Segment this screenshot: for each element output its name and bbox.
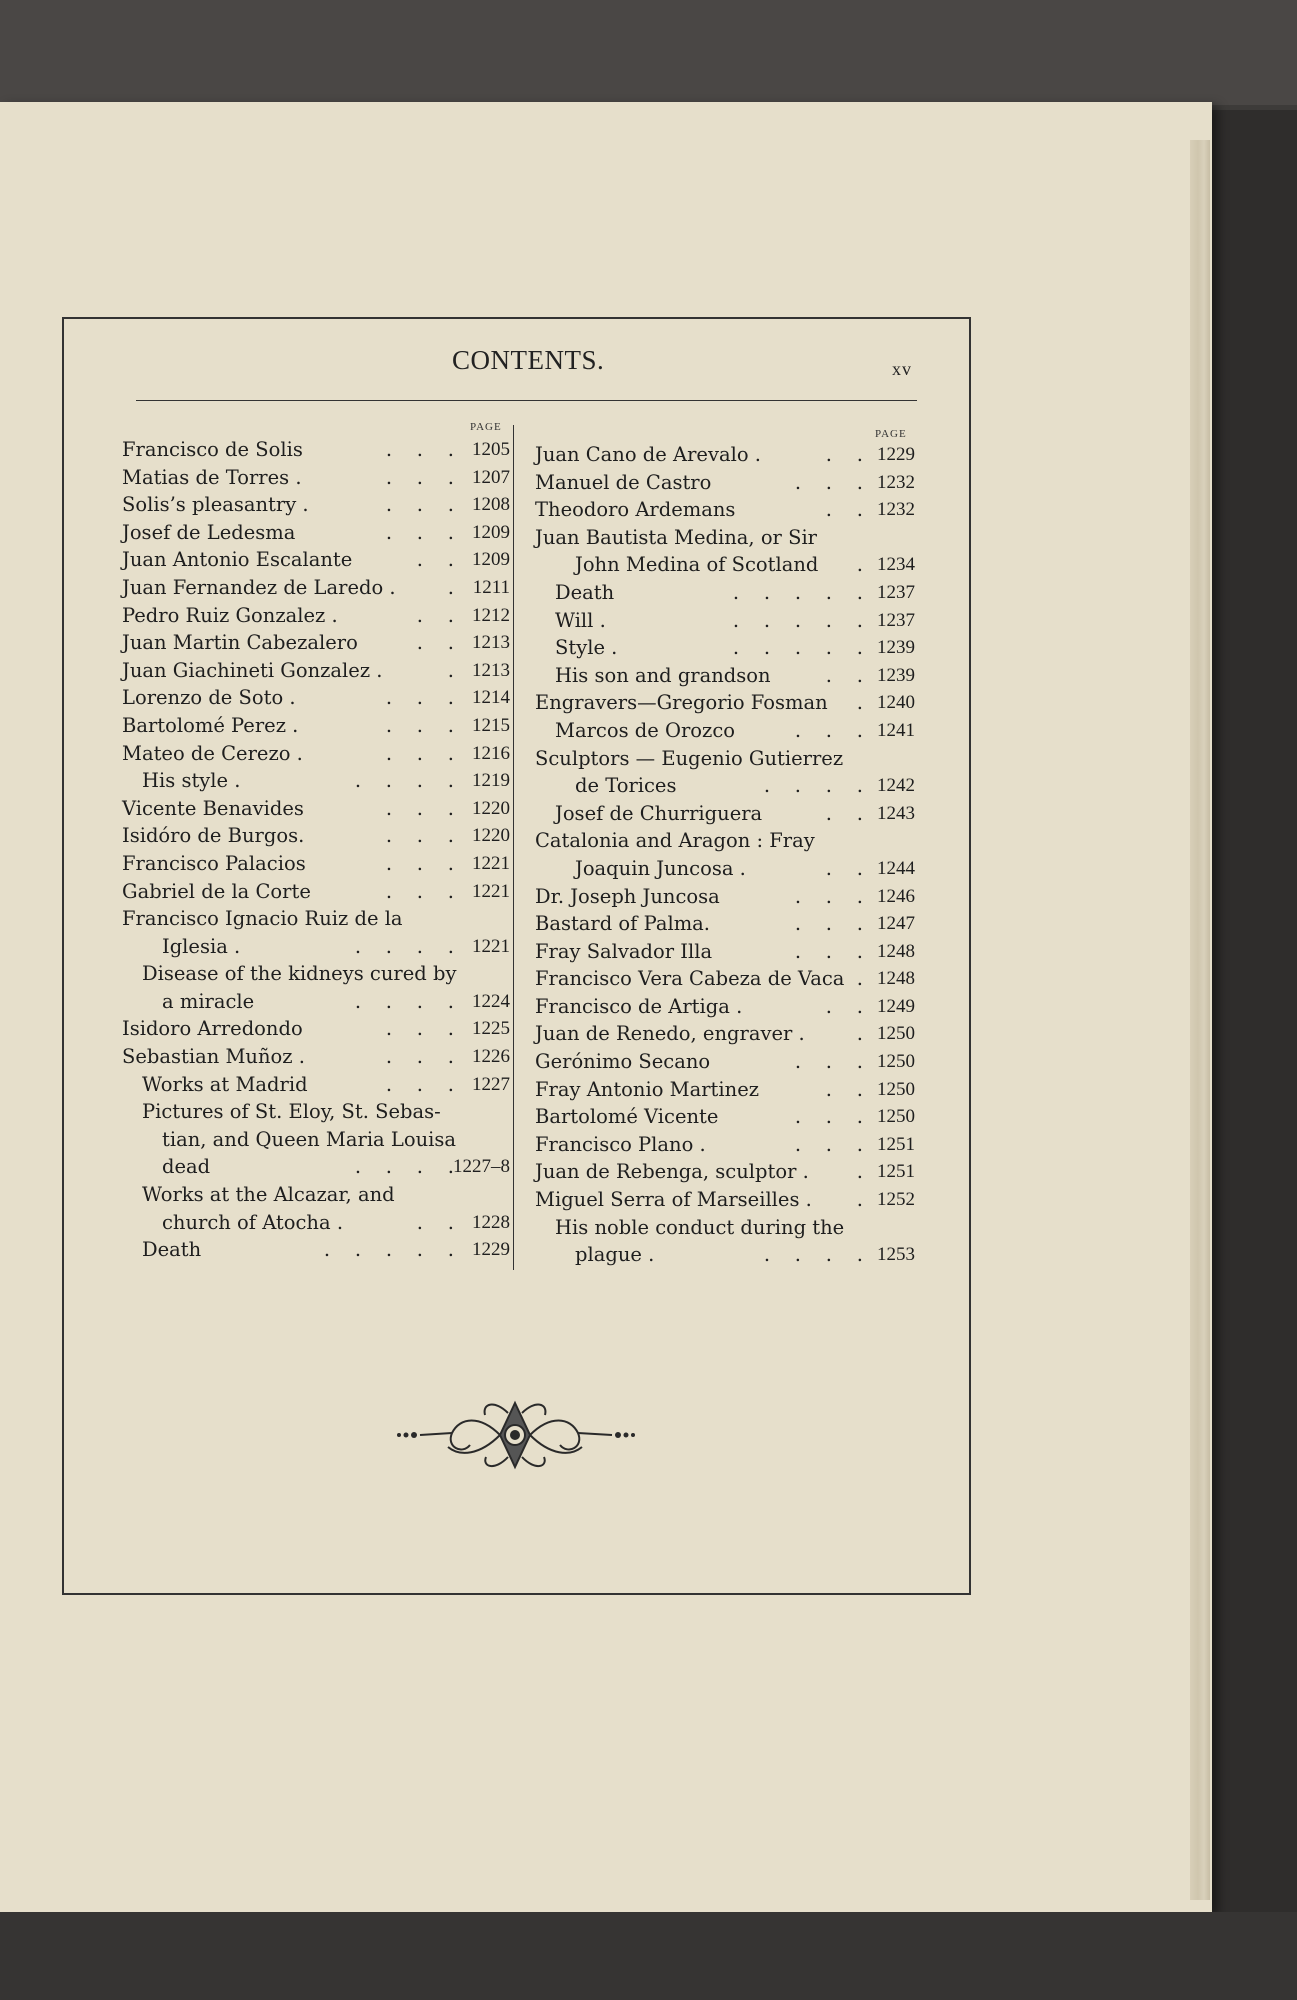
entry-title: Gerónimo Secano — [535, 1050, 711, 1074]
dot-leader: . . — [825, 1077, 863, 1101]
dot-leader: . — [856, 1188, 863, 1212]
dot-leader: . . . — [385, 465, 454, 489]
dot-leader: . . . . — [354, 1155, 454, 1179]
dot-leader: . . . . — [763, 774, 863, 798]
entry-title: plague . — [575, 1243, 655, 1267]
entry-page-number: 1209 — [472, 549, 510, 571]
dot-leader: . . . — [385, 741, 454, 765]
page-column-label-right: PAGE — [875, 428, 907, 440]
contents-entry — [122, 1126, 510, 1154]
dot-leader: . — [856, 1160, 863, 1184]
entry-page-number: 1240 — [877, 692, 915, 714]
entry-page-number: 1224 — [472, 990, 510, 1012]
entry-page-number: 1220 — [472, 797, 510, 819]
entry-title: John Medina of Scotland — [575, 553, 819, 577]
entry-title: Iglesia . — [162, 934, 241, 958]
dot-leader: . . . . — [354, 769, 454, 793]
entry-title: Isidoro Arredondo — [122, 1017, 303, 1041]
contents-entry — [122, 988, 510, 1016]
entry-title: Francisco Plano . — [535, 1132, 706, 1156]
contents-entry — [122, 602, 510, 630]
contents-entry — [122, 767, 510, 795]
entry-page-number: 1252 — [877, 1189, 915, 1211]
dot-leader: . — [856, 1022, 863, 1046]
entry-page-number: 1220 — [472, 825, 510, 847]
page-edges — [1190, 140, 1210, 1900]
entry-title: His son and grandson — [555, 663, 771, 687]
entry-page-number: 1250 — [877, 1106, 915, 1128]
contents-entry — [535, 1186, 915, 1214]
dot-leader: . . — [416, 631, 454, 655]
dot-leader: . . . — [794, 718, 863, 742]
contents-entry — [535, 1214, 915, 1242]
contents-entry — [122, 436, 510, 464]
contents-entry — [535, 1020, 915, 1048]
dot-leader: . . . — [794, 1050, 863, 1074]
entry-page-number: 1251 — [877, 1133, 915, 1155]
entry-title: Pictures of St. Eloy, St. Sebas- — [142, 1100, 441, 1124]
entry-title: Juan Antonio Escalante — [122, 548, 353, 572]
entry-title: a miracle — [162, 989, 255, 1013]
entry-title: Juan Cano de Arevalo . — [535, 443, 761, 466]
contents-entry — [535, 662, 915, 690]
dot-leader: . . . — [794, 912, 863, 936]
entry-title: Works at the Alcazar, and — [142, 1183, 395, 1207]
contents-entry — [122, 657, 510, 685]
entry-page-number: 1221 — [472, 852, 510, 874]
entry-title: Matias de Torres . — [122, 465, 302, 489]
entry-page-number: 1253 — [877, 1244, 915, 1266]
entry-page-number: 1221 — [472, 935, 510, 957]
dot-leader: . . . . — [763, 1243, 863, 1267]
entry-title: Isidóro de Burgos. — [122, 824, 305, 848]
contents-entry — [122, 960, 510, 988]
page-title: CONTENTS. — [452, 345, 605, 375]
entry-title: Francisco Vera Cabeza de Vaca — [535, 967, 845, 991]
dot-leader: . . . . . — [323, 1238, 454, 1262]
dot-leader: . . . — [385, 1045, 454, 1069]
contents-entry — [122, 850, 510, 878]
entry-title: Juan de Renedo, engraver . — [535, 1022, 805, 1046]
contents-entry — [122, 1098, 510, 1126]
entry-title: Francisco Palacios — [122, 851, 306, 875]
contents-entry — [535, 579, 915, 607]
entry-page-number: 1219 — [472, 770, 510, 792]
contents-entry — [535, 827, 915, 855]
contents-entry — [122, 1153, 510, 1181]
entry-title: tian, and Queen Maria Louisa — [162, 1127, 456, 1151]
entry-title: Marcos de Orozco — [555, 718, 735, 742]
contents-entry — [122, 684, 510, 712]
entry-page-number: 1237 — [877, 581, 915, 603]
entry-page-number: 1246 — [877, 885, 915, 907]
entry-page-number: 1239 — [877, 637, 915, 659]
dot-leader: . . — [825, 856, 863, 880]
entry-title: Pedro Ruiz Gonzalez . — [122, 603, 338, 627]
entry-title: Juan Bautista Medina, or Sir — [535, 525, 817, 549]
contents-entry — [122, 822, 510, 850]
entry-title: His style . — [142, 769, 241, 793]
dot-leader: . . — [825, 663, 863, 687]
dot-leader: . — [856, 967, 863, 991]
contents-entry — [535, 634, 915, 662]
dot-leader: . . . — [794, 1105, 863, 1129]
entry-page-number: 1251 — [877, 1161, 915, 1183]
contents-entry — [535, 993, 915, 1021]
dot-leader: . . . — [385, 796, 454, 820]
entry-page-number: 1243 — [877, 802, 915, 824]
entry-page-number: 1250 — [877, 1023, 915, 1045]
entry-page-number: 1232 — [877, 471, 915, 493]
contents-entry — [535, 524, 915, 552]
contents-entry — [122, 1181, 510, 1209]
dot-leader: . . — [416, 1210, 454, 1234]
contents-entry — [535, 910, 915, 938]
entry-title: Juan Giachineti Gonzalez . — [122, 658, 383, 682]
contents-entry — [535, 1076, 915, 1104]
entry-title: Will . — [555, 608, 606, 632]
contents-entry — [122, 464, 510, 492]
entry-title: Francisco de Artiga . — [535, 994, 743, 1018]
dot-leader: . . . — [794, 939, 863, 963]
dot-leader: . . . — [385, 713, 454, 737]
entry-title: Bartolomé Perez . — [122, 713, 299, 737]
entry-title: Francisco Ignacio Ruiz de la — [122, 907, 403, 931]
dot-leader: . . . — [385, 1072, 454, 1096]
contents-entry — [535, 441, 915, 469]
dot-leader: . — [447, 658, 454, 682]
contents-entry — [535, 717, 915, 745]
entry-title: Mateo de Cerezo . — [122, 741, 303, 765]
entry-page-number: 1213 — [472, 659, 510, 681]
entry-title: Engravers—Gregorio Fosman — [535, 691, 828, 715]
entry-page-number: 1250 — [877, 1078, 915, 1100]
contents-entry — [122, 795, 510, 823]
dot-leader: . — [856, 553, 863, 577]
entry-page-number: 1213 — [472, 632, 510, 654]
entry-page-number: 1211 — [472, 576, 510, 598]
entry-page-number: 1232 — [877, 499, 915, 521]
entry-title: Solis’s pleasantry . — [122, 493, 309, 517]
dot-leader: . . — [416, 603, 454, 627]
contents-entry — [122, 712, 510, 740]
contents-entry — [122, 491, 510, 519]
contents-entry — [535, 1158, 915, 1186]
dot-leader: . . . — [385, 493, 454, 517]
contents-entry — [535, 800, 915, 828]
entry-title: His noble conduct during the — [555, 1215, 845, 1239]
entry-title: Catalonia and Aragon : Fray — [535, 829, 815, 853]
dot-leader: . . . — [794, 884, 863, 908]
contents-entry — [122, 905, 510, 933]
entry-page-number: 1215 — [472, 714, 510, 736]
entry-title: Works at Madrid — [142, 1072, 308, 1096]
entry-page-number: 1225 — [472, 1018, 510, 1040]
dot-leader: . . . — [794, 470, 863, 494]
contents-entry — [122, 1236, 510, 1264]
dot-leader: . . — [825, 801, 863, 825]
entry-page-number: 1244 — [877, 857, 915, 879]
dot-leader: . — [856, 691, 863, 715]
contents-entry — [535, 883, 915, 911]
contents-entry — [535, 1048, 915, 1076]
entry-page-number: 1212 — [472, 604, 510, 626]
contents-entry — [535, 469, 915, 497]
entry-title: Vicente Benavides — [122, 796, 304, 820]
entry-title: Joaquin Juncosa . — [575, 856, 746, 880]
background-right — [1200, 110, 1297, 1940]
entry-title: Bartolomé Vicente — [535, 1105, 719, 1129]
entry-title: Fray Antonio Martinez — [535, 1077, 760, 1101]
entry-page-number: 1250 — [877, 1051, 915, 1073]
dot-leader: . . . . . — [732, 636, 863, 660]
entry-page-number: 1234 — [877, 554, 915, 576]
contents-entry — [535, 938, 915, 966]
contents-entry — [122, 574, 510, 602]
dot-leader: . — [447, 575, 454, 599]
entry-title: Style . — [555, 636, 618, 660]
contents-entry — [535, 496, 915, 524]
entry-page-number: 1216 — [472, 742, 510, 764]
entry-page-number: 1228 — [472, 1211, 510, 1233]
dot-leader: . . . . — [354, 934, 454, 958]
entry-page-number: 1227–8 — [453, 1156, 510, 1178]
entry-page-number: 1239 — [877, 664, 915, 686]
entry-title: de Torices — [575, 774, 677, 798]
entry-page-number: 1242 — [877, 775, 915, 797]
contents-entry — [122, 1015, 510, 1043]
dot-leader: . . . — [385, 438, 454, 461]
entry-title: Fray Salvador Illa — [535, 939, 713, 963]
dot-leader: . . . . . — [732, 580, 863, 604]
contents-entry — [122, 878, 510, 906]
contents-entry — [535, 745, 915, 773]
entry-page-number: 1221 — [472, 880, 510, 902]
entry-page-number: 1229 — [472, 1239, 510, 1261]
contents-entry — [535, 772, 915, 800]
entry-page-number: 1229 — [877, 444, 915, 465]
dot-leader: . . — [416, 548, 454, 572]
entry-title: Josef de Ledesma — [122, 520, 296, 544]
dot-leader: . . . — [385, 686, 454, 710]
contents-entry — [122, 519, 510, 547]
dot-leader: . . . . . — [732, 608, 863, 632]
contents-entry — [535, 965, 915, 993]
entry-page-number: 1249 — [877, 995, 915, 1017]
entry-title: Disease of the kidneys cured by — [142, 962, 457, 986]
entry-title: Sculptors — Eugenio Gutierrez — [535, 746, 844, 770]
page-number: xv — [892, 359, 912, 379]
entry-page-number: 1208 — [472, 494, 510, 516]
contents-entry — [122, 1209, 510, 1237]
entry-title: Lorenzo de Soto . — [122, 686, 296, 710]
header-rule — [136, 400, 917, 401]
contents-entry — [535, 607, 915, 635]
contents-entry — [535, 689, 915, 717]
dot-leader: . . — [825, 443, 863, 466]
contents-entry — [535, 1103, 915, 1131]
background-bottom — [0, 1912, 1297, 2000]
entry-title: Juan Martin Cabezalero — [122, 631, 358, 655]
entry-title: Juan Fernandez de Laredo . — [122, 575, 396, 599]
entry-page-number: 1226 — [472, 1046, 510, 1068]
floral-tailpiece-ornament-icon — [390, 1395, 640, 1475]
entry-page-number: 1214 — [472, 687, 510, 709]
entry-page-number: 1248 — [877, 940, 915, 962]
contents-entry — [122, 1043, 510, 1071]
entry-title: Manuel de Castro — [535, 470, 712, 494]
contents-entry — [122, 629, 510, 657]
entry-page-number: 1205 — [472, 439, 510, 460]
entry-page-number: 1207 — [472, 466, 510, 488]
contents-entry — [122, 933, 510, 961]
contents-entry — [535, 551, 915, 579]
entry-title: church of Atocha . — [162, 1210, 344, 1234]
column-divider — [513, 425, 514, 1270]
entry-title: Sebastian Muñoz . — [122, 1045, 305, 1069]
entry-title: Theodoro Ardemans — [535, 498, 736, 522]
entry-title: dead — [162, 1155, 211, 1179]
entry-title: Juan de Rebenga, sculptor . — [535, 1160, 809, 1184]
contents-left-column — [122, 436, 510, 1264]
dot-leader: . . . — [385, 520, 454, 544]
entry-title: Francisco de Solis — [122, 438, 303, 461]
entry-page-number: 1237 — [877, 609, 915, 631]
entry-title: Dr. Joseph Juncosa — [535, 884, 720, 908]
contents-entry — [122, 546, 510, 574]
contents-entry — [535, 1131, 915, 1159]
entry-page-number: 1247 — [877, 913, 915, 935]
dot-leader: . . — [825, 994, 863, 1018]
dot-leader: . . . — [385, 1017, 454, 1041]
contents-entry — [535, 855, 915, 883]
contents-entry — [535, 1241, 915, 1269]
entry-title: Josef de Churriguera — [555, 801, 763, 825]
entry-title: Death — [142, 1238, 202, 1262]
entry-page-number: 1241 — [877, 719, 915, 741]
entry-title: Gabriel de la Corte — [122, 879, 311, 903]
dot-leader: . . — [825, 498, 863, 522]
entry-page-number: 1248 — [877, 968, 915, 990]
entry-title: Bastard of Palma. — [535, 912, 711, 936]
entry-page-number: 1227 — [472, 1073, 510, 1095]
dot-leader: . . . — [385, 879, 454, 903]
dot-leader: . . . — [385, 851, 454, 875]
entry-title: Miguel Serra of Marseilles . — [535, 1188, 812, 1212]
dot-leader: . . . — [794, 1132, 863, 1156]
page-column-label-left: PAGE — [470, 421, 502, 433]
contents-entry — [122, 1071, 510, 1099]
entry-title: Death — [555, 580, 615, 604]
contents-right-column — [535, 441, 915, 1269]
entry-page-number: 1209 — [472, 521, 510, 543]
dot-leader: . . . . — [354, 989, 454, 1013]
contents-entry — [122, 740, 510, 768]
dot-leader: . . . — [385, 824, 454, 848]
background-top — [0, 0, 1297, 105]
